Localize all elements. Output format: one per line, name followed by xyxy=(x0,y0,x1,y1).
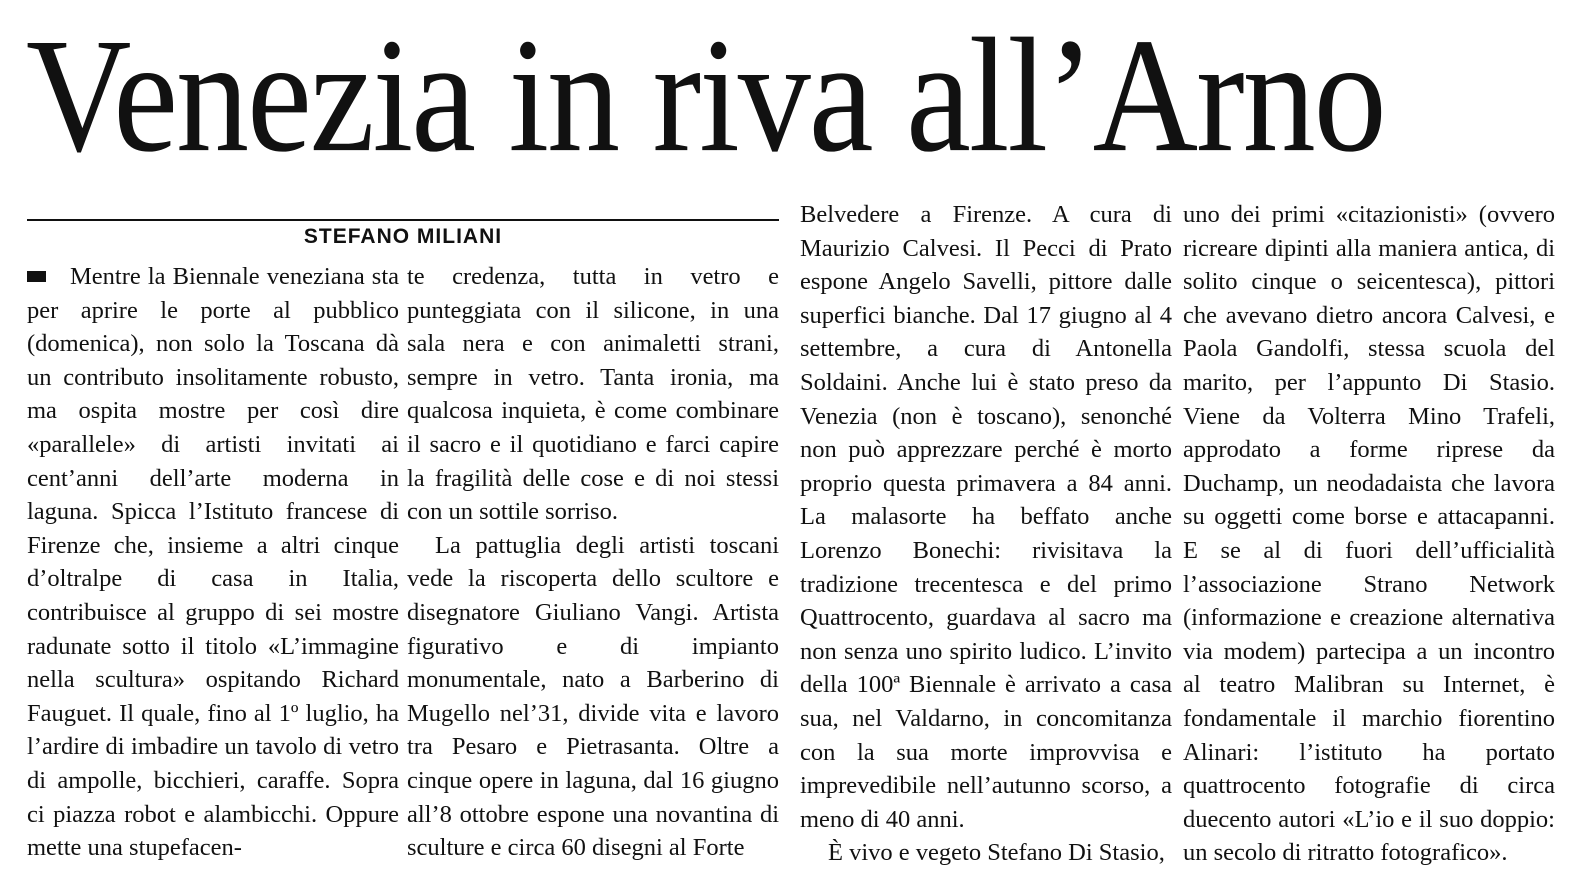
article-column-1 xyxy=(27,260,399,865)
headline: Venezia in riva all’Arno xyxy=(26,4,1385,186)
square-bullet-icon xyxy=(27,271,46,282)
article-column-2 xyxy=(407,260,779,865)
byline: STEFANO MILIANI xyxy=(303,225,503,248)
paragraph-text: Mentre la Biennale veneziana sta per aprire le porte al pubblico (domenica), non solo la Toscana dà un contributo insolitamente robusto, ma ospita mostre per così dire «parallele» di artisti invitati ai cent’anni dell’arte moderna in laguna. Spicca l’Istituto francese di Firenze che, insieme a altri cinque d’oltralpe di casa in Italia, contribuisce al gruppo di sei mostre radunate sotto il titolo «L’immagine nella scultura» ospitando Richard Fauguet. Il quale, fino al 1º luglio, ha l’ardire di imbadire un tavolo di vetro di ampolle, bicchieri, caraffe. Sopra ci piazza robot e alambicchi. Oppure mette una stupefacen- xyxy=(27,263,399,862)
article-column-3 xyxy=(800,198,1172,870)
byline-rule xyxy=(27,219,779,221)
article-column-4 xyxy=(1183,198,1555,870)
paragraph: È vivo e vegeto Stefano Di Stasio, xyxy=(828,839,1165,867)
paragraph: La pattuglia degli artisti toscani vede la riscoperta dello scultore e disegnatore Giuliano Vangi. Artista figurativo e di impianto monumentale, nato a Barberino di Mugello nel’31, divide vita e lavoro tra Pesaro e Pietrasanta. Oltre a cinque opere in laguna, dal 16 giugno all’8 ottobre espone una novantina di sculture e circa 60 disegni al Forte xyxy=(407,531,779,862)
paragraph: uno dei primi «citazionisti» (ovvero ricreare dipinti alla maniera antica, di solito cinque o seicentesca), pittori che avevano dietro ancora Calvesi, e Paola Gandolfi, stessa scuola del marito, per l’appunto Di Stasio. Viene da Volterra Mino Trafeli, approdato a forme riprese da Duchamp, un neodadaista che lavora su oggetti come borse e attacapanni. E se al di fuori dell’ufficialità l’associazione Strano Network (informazione e creazione alternativa via modem) partecipa a un incontro al teatro Malibran su Internet, è fondamentale il marchio fiorentino Alinari: l’istituto ha portato quattrocento fotografie di circa duecento autori «L’io e il suo doppio: un secolo di ritratto fotografico». xyxy=(1183,201,1555,867)
paragraph: te credenza, tutta in vetro e punteggiata con il silicone, in una sala nera e con animaletti strani, sempre in vetro. Tanta ironia, ma qualcosa inquieta, è come combinare il sacro e il quotidiano e farci capire la fragilità delle cose e di noi stessi con un sottile sorriso. xyxy=(407,263,779,526)
paragraph: Belvedere a Firenze. A cura di Maurizio Calvesi. Il Pecci di Prato espone Angelo Savelli, pittore dalle superfici bianche. Dal 17 giugno al 4 settembre, a cura di Antonella Soldaini. Anche lui è stato preso da Venezia (non è toscano), senonché non può apprezzare perché è morto proprio questa primavera a 84 anni. La malasorte ha beffato anche Lorenzo Bonechi: rivisitava la tradizione trecentesca e del primo Quattrocento, guardava al sacro ma non senza uno spirito ludico. L’invito della 100ª Biennale è arrivato a casa sua, nel Valdarno, in concomitanza con la sua morte improvvisa e imprevedibile nell’autunno scorso, a meno di 40 anni. xyxy=(800,201,1172,833)
paragraph xyxy=(27,260,399,865)
